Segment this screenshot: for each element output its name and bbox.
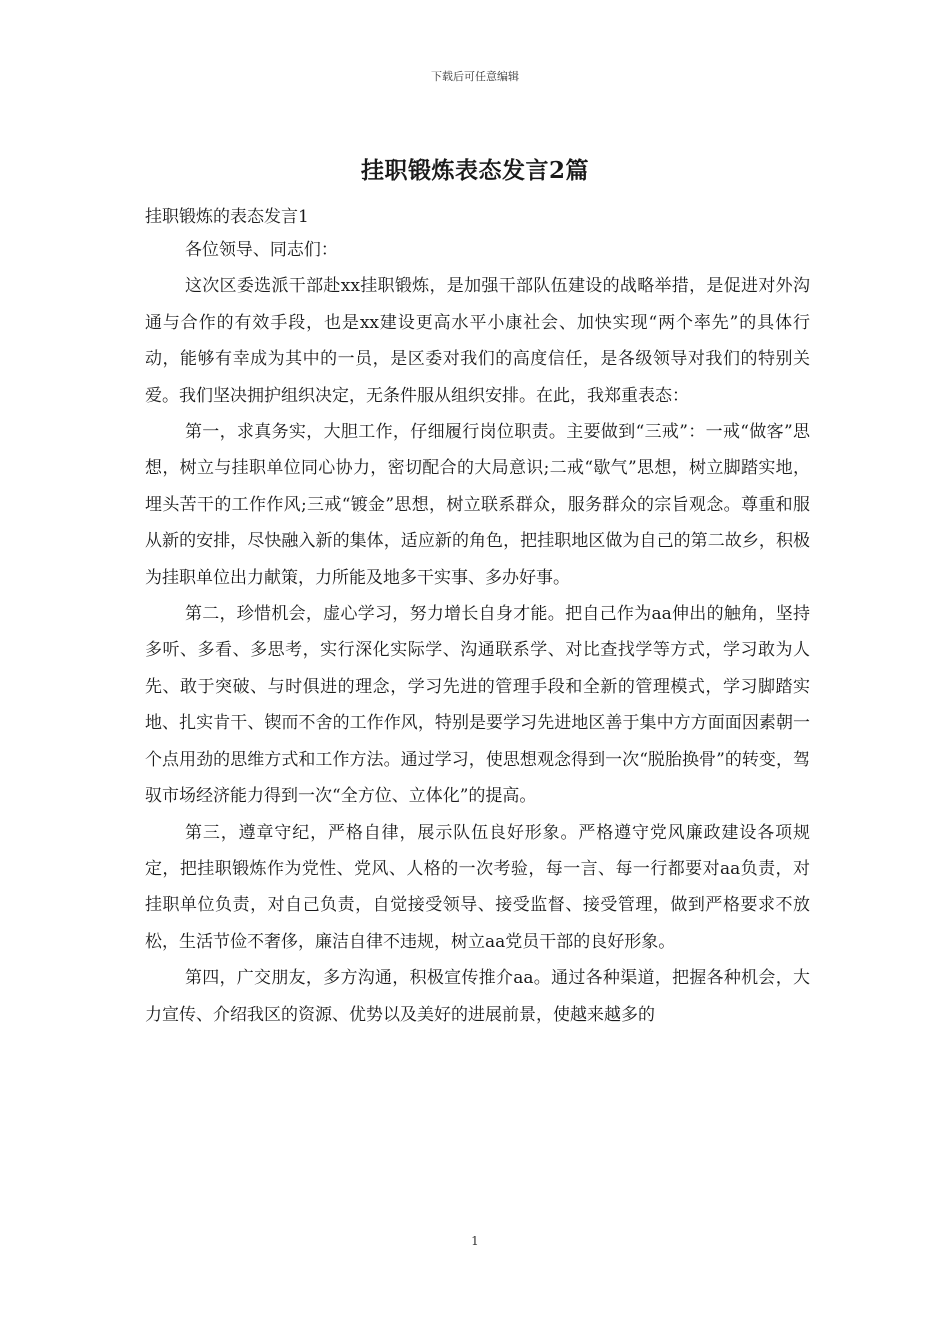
paragraph-second-point: 第二，珍惜机会，虚心学习，努力增长自身才能。把自己作为aa伸出的触角，坚持多听、多看、多思考，实行深化实际学、沟通联系学、对比查找学等方式，学习敢为人先、敢于突破、与时俱进的理念，学习先进的管理手段和全新的管理模式，学习脚踏实地、扎实肯干、锲而不舍的工作作风，特别是要学习先进地区善于集中方方面面因素朝一个点用劲的思维方式和工作方法。通过学习，使思想观念得到一次“脱胎换骨”的转变，驾驭市场经济能力得到一次“全方位、立体化”的提高。	[145, 604, 810, 807]
paragraph-intro: 这次区委选派干部赴xx挂职锻炼，是加强干部队伍建设的战略举措，是促进对外沟通与合作的有效手段，也是xx建设更高水平小康社会、加快实现“两个率先”的具体行动，能够有幸成为其中的一员，是区委对我们的高度信任，是各级领导对我们的特别关爱。我们坚决拥护组织决定，无条件服从组织安排。在此，我郑重表态：	[145, 276, 810, 406]
paragraph-greeting: 各位领导、同志们：	[184, 240, 338, 260]
document-title: 挂职锻炼表态发言2篇	[360, 157, 589, 184]
document-subtitle: 挂职锻炼的表态发言1	[145, 207, 309, 227]
paragraph-fourth-point: 第四，广交朋友，多方沟通，积极宣传推介aa。通过各种渠道，把握各种机会，大力宣传、介绍我区的资源、优势以及美好的进展前景，使越来越多的	[145, 968, 810, 1025]
header-note: 下载后可任意编辑	[431, 70, 519, 83]
page-number: 1	[471, 1234, 479, 1248]
document-body	[145, 232, 810, 1033]
paragraph-first-point: 第一，求真务实，大胆工作，仔细履行岗位职责。主要做到“三戒”：一戒“做客”思想，树立与挂职单位同心协力，密切配合的大局意识;二戒“歇气”思想，树立脚踏实地，埋头苦干的工作作风;三戒“镀金”思想，树立联系群众，服务群众的宗旨观念。尊重和服从新的安排，尽快融入新的集体，适应新的角色，把挂职地区做为自己的第二故乡，积极为挂职单位出力献策，力所能及地多干实事、多办好事。	[145, 422, 810, 588]
paragraph-third-point: 第三，遵章守纪，严格自律，展示队伍良好形象。严格遵守党风廉政建设各项规定，把挂职锻炼作为党性、党风、人格的一次考验，每一言、每一行都要对aa负责，对挂职单位负责，对自己负责，自觉接受领导、接受监督、接受管理，做到严格要求不放松，生活节俭不奢侈，廉洁自律不违规，树立aa党员干部的良好形象。	[145, 822, 810, 952]
